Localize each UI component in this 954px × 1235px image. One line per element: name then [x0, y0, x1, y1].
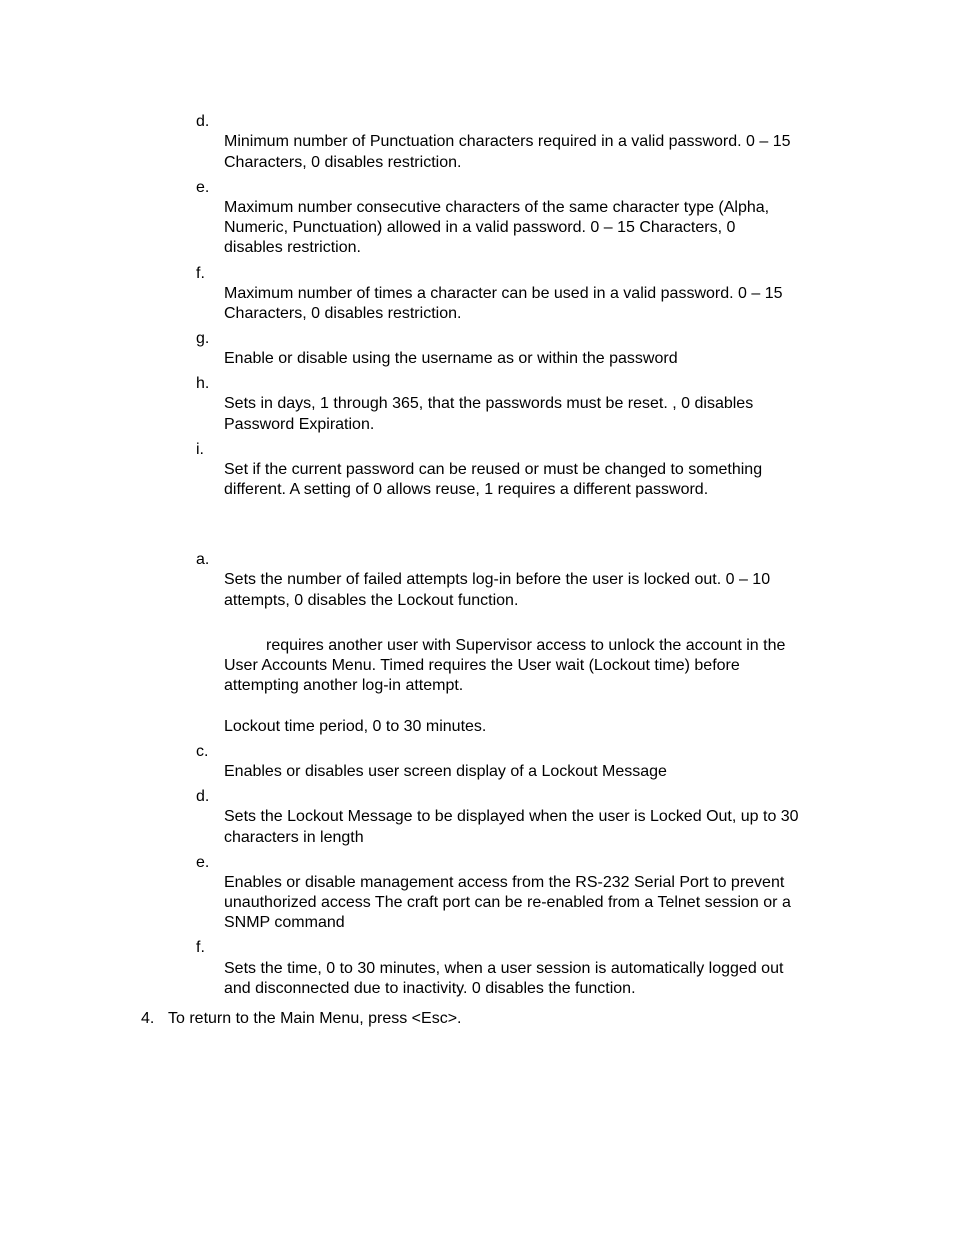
item-description-line: Sets the time, 0 to 30 minutes, when a user session is automatically logged out	[224, 960, 784, 977]
lockout-mode-line: requires another user with Supervisor access to unlock the account in the	[266, 637, 786, 654]
item-letter: d.	[196, 788, 210, 805]
item-letter: a.	[196, 551, 210, 568]
item-letter: f.	[196, 265, 205, 282]
item-description-line: Sets the Lockout Message to be displayed when the user is Locked Out, up to 30	[224, 808, 799, 825]
item-description-line: SNMP command	[224, 914, 345, 931]
step-text: To return to the Main Menu, press <Esc>.	[168, 1010, 462, 1027]
lockout-time-description: Lockout time period, 0 to 30 minutes.	[224, 718, 487, 735]
item-description-line: characters in length	[224, 829, 364, 846]
item-description-line: Sets in days, 1 through 365, that the passwords must be reset. , 0 disables	[224, 395, 754, 412]
item-description-line: Enable or disable using the username as or within the password	[224, 350, 678, 367]
lockout-mode-line: attempting another log-in attempt.	[224, 677, 464, 694]
item-letter: d.	[196, 113, 210, 130]
item-description-line: Maximum number consecutive characters of the same character type (Alpha,	[224, 199, 770, 216]
item-description-line: and disconnected due to inactivity. 0 disables the function.	[224, 980, 636, 997]
item-letter: f.	[196, 939, 205, 956]
lockout-mode-line: User Accounts Menu. Timed requires the User wait (Lockout time) before	[224, 657, 740, 674]
item-description-line: attempts, 0 disables the Lockout function.	[224, 592, 519, 609]
item-description-line: disables restriction.	[224, 239, 361, 256]
item-description-line: Minimum number of Punctuation characters required in a valid password. 0 – 15	[224, 133, 791, 150]
item-description-line: Set if the current password can be reused or must be changed to something	[224, 461, 763, 478]
item-letter: e.	[196, 854, 210, 871]
item-letter: h.	[196, 375, 210, 392]
item-description-line: different. A setting of 0 allows reuse, 1 requires a different password.	[224, 481, 709, 498]
item-letter: c.	[196, 743, 209, 760]
item-description-line: Enables or disables user screen display of a Lockout Message	[224, 763, 667, 780]
item-description-line: Numeric, Punctuation) allowed in a valid password. 0 – 15 Characters, 0	[224, 219, 736, 236]
item-letter: g.	[196, 330, 210, 347]
item-letter: e.	[196, 179, 210, 196]
step-number: 4.	[141, 1010, 155, 1027]
item-description-line: Maximum number of times a character can be used in a valid password. 0 – 15	[224, 285, 783, 302]
item-description-line: Characters, 0 disables restriction.	[224, 305, 462, 322]
item-letter: i.	[196, 441, 204, 458]
item-description-line: Password Expiration.	[224, 416, 375, 433]
item-description-line: unauthorized access The craft port can be re-enabled from a Telnet session or a	[224, 894, 791, 911]
item-description-line: Enables or disable management access from the RS-232 Serial Port to prevent	[224, 874, 785, 891]
item-description-line: Characters, 0 disables restriction.	[224, 154, 462, 171]
item-description-line: Sets the number of failed attempts log-in before the user is locked out. 0 – 10	[224, 571, 771, 588]
